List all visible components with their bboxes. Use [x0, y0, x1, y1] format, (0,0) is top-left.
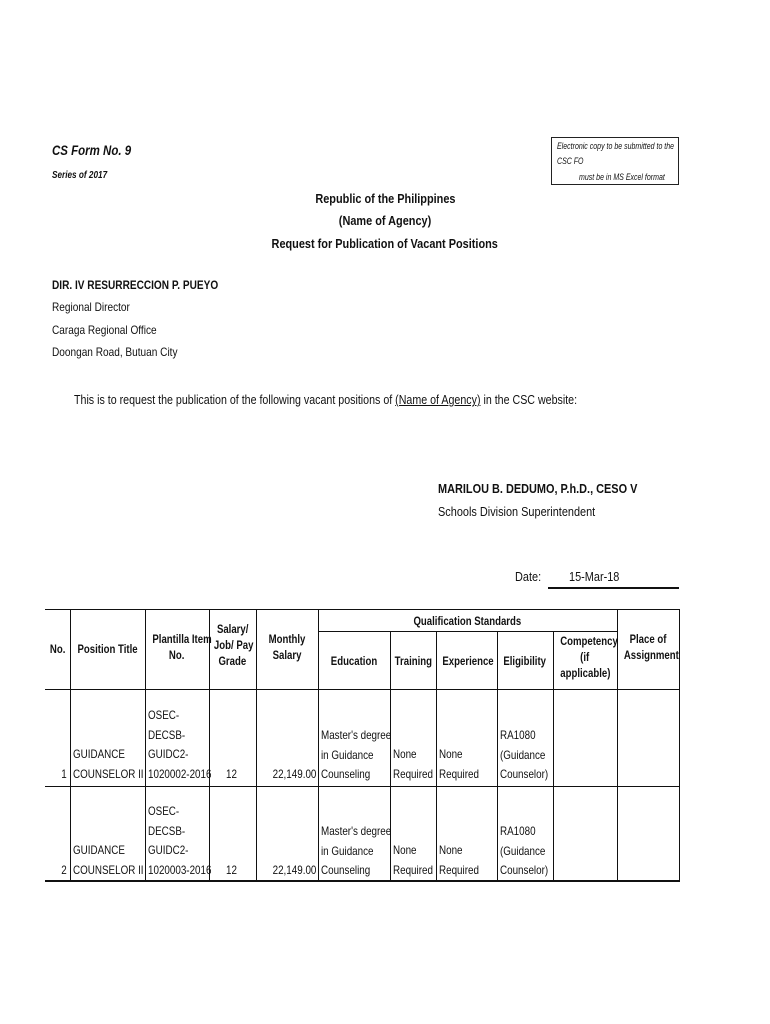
heading-agency: (Name of Agency)	[338, 213, 432, 228]
qualification-divider	[319, 631, 618, 632]
heading-republic: Republic of the Philippines	[314, 191, 456, 206]
date-label: Date:	[515, 569, 542, 584]
header-monthly-salary: Monthly Salary	[268, 632, 306, 662]
addressee-address: Doongan Road, Butuan City	[52, 345, 178, 359]
addressee-office: Caraga Regional Office	[52, 323, 157, 337]
col-divider	[318, 609, 319, 881]
header-bottom-border	[45, 689, 680, 690]
form-series: Series of 2017	[52, 170, 108, 181]
header-experience: Experience	[442, 654, 494, 668]
note-line-3: must be in MS Excel format	[579, 172, 665, 182]
header-no: No.	[49, 642, 66, 656]
header-qualification-standards: Qualification Standards	[413, 614, 522, 628]
header-plantilla: Plantilla Item No.	[152, 632, 212, 662]
row1-position: GUIDANCE COUNSELOR II	[73, 747, 144, 781]
header-eligibility: Eligibility	[503, 654, 547, 668]
row1-experience: None Required	[439, 747, 479, 781]
heading-request-title: Request for Publication of Vacant Positions	[271, 236, 499, 251]
row2-no: 2	[61, 863, 67, 877]
table-top-border	[45, 609, 680, 610]
row1-salary: 22,149.00	[272, 767, 316, 781]
row2-experience: None Required	[439, 843, 479, 877]
date-underline	[548, 587, 679, 589]
addressee-position: Regional Director	[52, 300, 130, 314]
row2-grade: 12	[225, 863, 237, 877]
row2-salary: 22,149.00	[272, 863, 316, 877]
row-divider	[45, 786, 680, 787]
row1-training: None Required	[393, 747, 433, 781]
form-number: CS Form No. 9	[52, 142, 132, 158]
header-salary-grade: Salary/ Job/ Pay Grade	[213, 622, 254, 668]
table-right-border	[679, 609, 680, 881]
request-statement: This is to request the publication of the following vacant positions of (Name of Agency) in the CSC website:	[74, 392, 578, 407]
row1-education: Master's degree in Guidance Counseling	[321, 728, 392, 781]
note-line-1: Electronic copy to be submitted to the	[557, 141, 675, 151]
signatory-title: Schools Division Superintendent	[438, 504, 596, 519]
submission-note-box	[551, 137, 679, 185]
header-training: Training	[394, 654, 433, 668]
row1-no: 1	[61, 767, 67, 781]
header-education: Education	[330, 654, 378, 668]
agency-name-underlined: (Name of Agency)	[395, 392, 481, 407]
header-position-title: Position Title	[77, 642, 138, 656]
header-competency: Competency (if applicable)	[559, 634, 618, 680]
row2-plantilla: OSEC- DECSB- GUIDC2- 1020003-2016	[148, 804, 212, 877]
row2-education: Master's degree in Guidance Counseling	[321, 824, 392, 877]
row1-plantilla: OSEC- DECSB- GUIDC2- 1020002-2016	[148, 708, 212, 781]
row2-training: None Required	[393, 843, 433, 877]
header-place-of-assignment: Place of Assignment	[623, 632, 679, 662]
row2-eligibility: RA1080 (Guidance Counselor)	[500, 824, 549, 877]
addressee-name: DIR. IV RESURRECCION P. PUEYO	[52, 278, 219, 292]
note-line-2: CSC FO	[557, 156, 584, 166]
date-value: 15-Mar-18	[569, 569, 620, 584]
row1-eligibility: RA1080 (Guidance Counselor)	[500, 728, 549, 781]
row2-position: GUIDANCE COUNSELOR II	[73, 843, 144, 877]
signatory-name: MARILOU B. DEDUMO, P.h.D., CESO V	[438, 481, 638, 496]
row1-grade: 12	[225, 767, 237, 781]
